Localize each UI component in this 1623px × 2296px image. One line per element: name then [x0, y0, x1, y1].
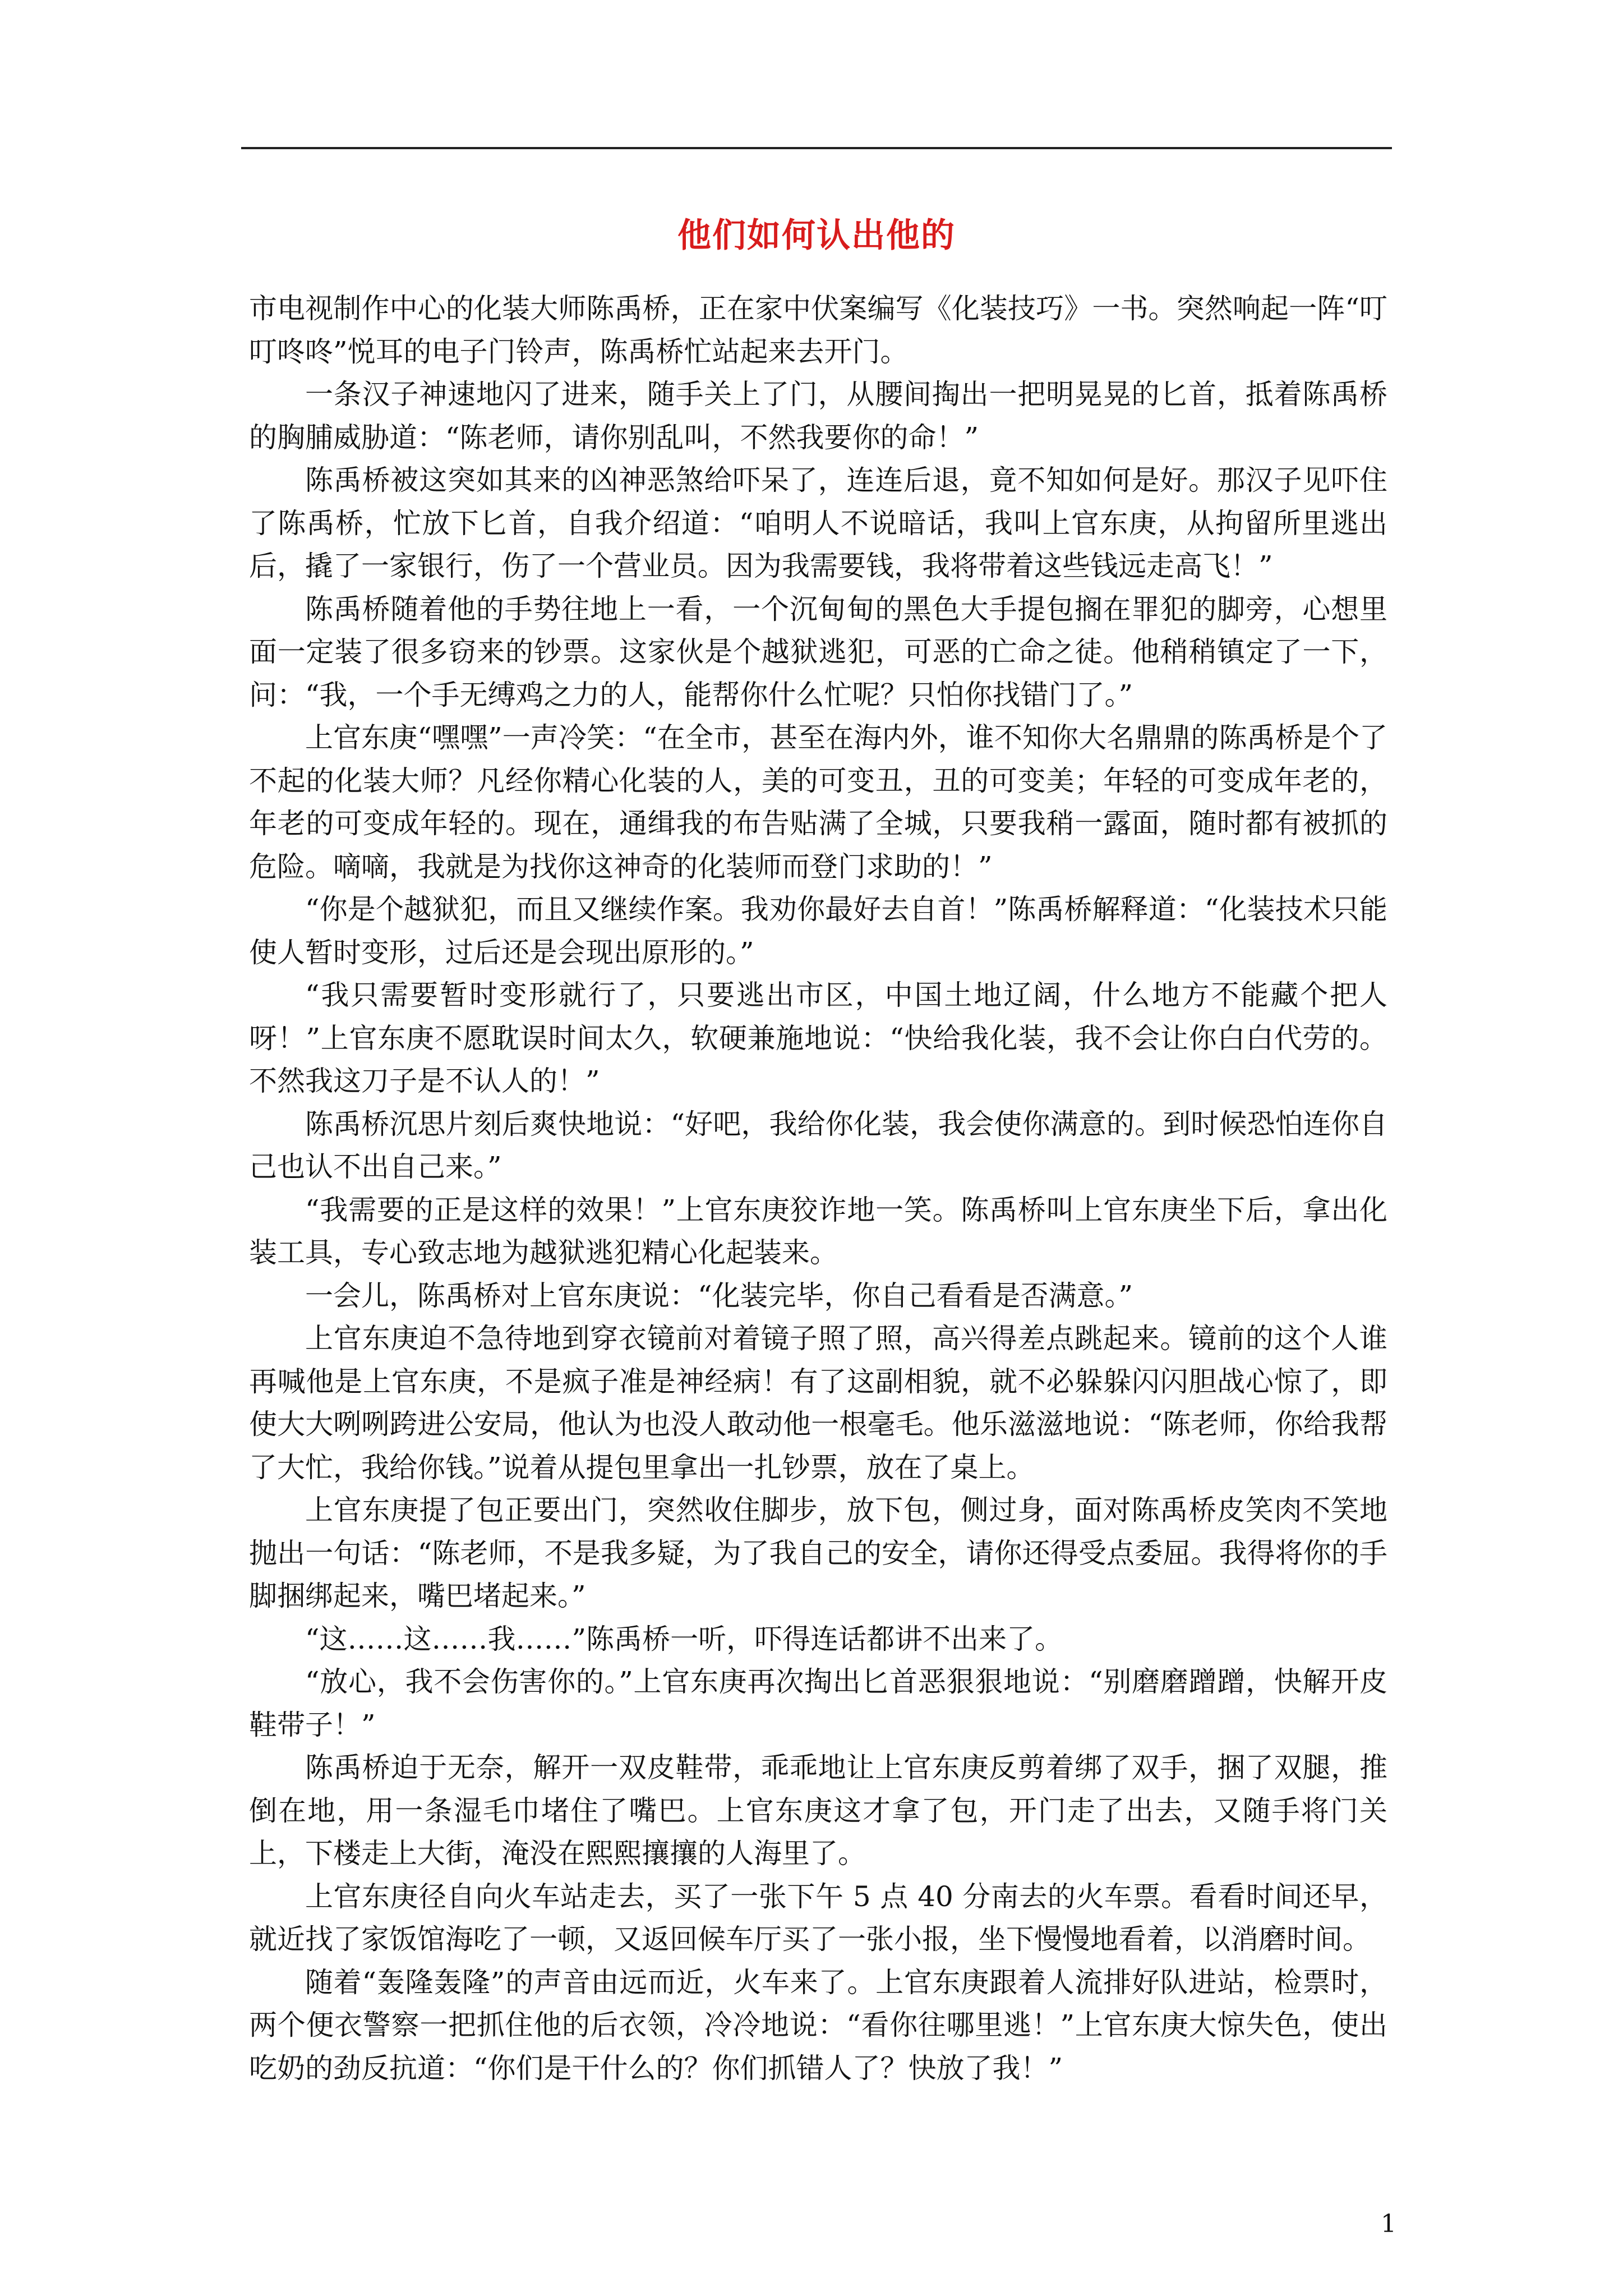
paragraph-3: 陈禹桥被这突如其来的凶神恶煞给吓呆了，连连后退，竟不知如何是好。那汉子见吓住了陈禹桥，忙放下匕首，自我介绍道：“咱明人不说暗话，我叫上官东庚，从拘留所里逃出后，撬了一家银行，伤了一个营业员。因为我需要钱，我将带着这些钱远走高飞！”	[249, 464, 1387, 582]
paragraph-17: 随着“轰隆轰隆”的声音由远而近，火车来了。上官东庚跟着人流排好队进站，检票时，两个便衣警察一把抓住他的后衣领，冷冷地说：“看你往哪里逃！”上官东庚大惊失色，使出吃奶的劲反抗道：“你们是干什么的？你们抓错人了？快放了我！”	[249, 1966, 1387, 2085]
paragraph-2: 一条汉子神速地闪了进来，随手关上了门，从腰间掏出一把明晃晃的匕首，抵着陈禹桥的胸脯威胁道：“陈老师，请你别乱叫，不然我要你的命！”	[249, 378, 1387, 454]
paragraph-9: “我需要的正是这样的效果！”上官东庚狡诈地一笑。陈禹桥叫上官东庚坐下后，拿出化装工具，专心致志地为越狱逃犯精心化起装来。	[249, 1193, 1387, 1269]
paragraph-7: “我只需要暂时变形就行了，只要逃出市区，中国土地辽阔，什么地方不能藏个把人呀！”上官东庚不愿耽误时间太久，软硬兼施地说：“快给我化装，我不会让你白白代劳的。不然我这刀子是不认人的！”	[249, 979, 1387, 1097]
paragraph-15: 陈禹桥迫于无奈，解开一双皮鞋带，乖乖地让上官东庚反剪着绑了双手，捆了双腿，推倒在地，用一条湿毛巾堵住了嘴巴。上官东庚这才拿了包，开门走了出去，又随手将门关上，下楼走上大街，淹没在熙熙攘攘的人海里了。	[249, 1751, 1387, 1870]
paragraph-6: “你是个越狱犯，而且又继续作案。我劝你最好去自首！”陈禹桥解释道：“化装技术只能使人暂时变形，过后还是会现出原形的。”	[249, 893, 1387, 969]
document-title: 他们如何认出他的	[677, 216, 956, 255]
paragraph-4: 陈禹桥随着他的手势往地上一看，一个沉甸甸的黑色大手提包搁在罪犯的脚旁，心想里面一定装了很多窃来的钞票。这家伙是个越狱逃犯，可恶的亡命之徒。他稍稍镇定了一下，问：“我，一个手无缚鸡之力的人，能帮你什么忙呢？只怕你找错门了。”	[249, 592, 1387, 711]
paragraph-13: “这……这……我……”陈禹桥一听，吓得连话都讲不出来了。	[305, 1622, 1063, 1655]
paragraph-5: 上官东庚“嘿嘿”一声冷笑：“在全市，甚至在海内外，谁不知你大名鼎鼎的陈禹桥是个了不起的化装大师？凡经你精心化装的人，美的可变丑，丑的可变美；年轻的可变成年老的，年老的可变成年轻的。现在，通缉我的布告贴满了全城，只要我稍一露面，随时都有被抓的危险。嘀嘀，我就是为找你这神奇的化装师而登门求助的！”	[249, 721, 1387, 883]
paragraph-12: 上官东庚提了包正要出门，突然收住脚步，放下包，侧过身，面对陈禹桥皮笑肉不笑地抛出一句话：“陈老师，不是我多疑，为了我自己的安全，请你还得受点委屈。我得将你的手脚捆绑起来，嘴巴堵起来。”	[249, 1494, 1387, 1612]
paragraph-14: “放心，我不会伤害你的。”上官东庚再次掏出匕首恶狠狠地说：“别磨磨蹭蹭，快解开皮鞋带子！”	[249, 1665, 1387, 1741]
paragraph-16: 上官东庚径自向火车站走去，买了一张下午 5 点 40 分南去的火车票。看看时间还早，就近找了家饭馆海吃了一顿，又返回候车厅买了一张小报，坐下慢慢地看着，以消磨时间。	[249, 1880, 1387, 1955]
page-number: 1	[1381, 2210, 1396, 2238]
paragraph-10: 一会儿，陈禹桥对上官东庚说：“化装完毕，你自己看看是否满意。”	[305, 1279, 1133, 1312]
article-body	[249, 287, 1387, 2090]
paragraph-11: 上官东庚迫不急待地到穿衣镜前对着镜子照了照，高兴得差点跳起来。镜前的这个人谁再喊他是上官东庚，不是疯子准是神经病！有了这副相貌，就不必躲躲闪闪胆战心惊了，即使大大咧咧跨进公安局，他认为也没人敢动他一根毫毛。他乐滋滋地说：“陈老师，你给我帮了大忙，我给你钱。”说着从提包里拿出一扎钞票，放在了桌上。	[249, 1322, 1387, 1484]
paragraph-1: 市电视制作中心的化装大师陈禹桥，正在家中伏案编写《化装技巧》一书。突然响起一阵“叮叮咚咚”悦耳的电子门铃声，陈禹桥忙站起来去开门。	[249, 292, 1387, 368]
paragraph-8: 陈禹桥沉思片刻后爽快地说：“好吧，我给你化装，我会使你满意的。到时候恐怕连你自己也认不出自己来。”	[249, 1107, 1387, 1183]
header-rule	[241, 147, 1392, 149]
